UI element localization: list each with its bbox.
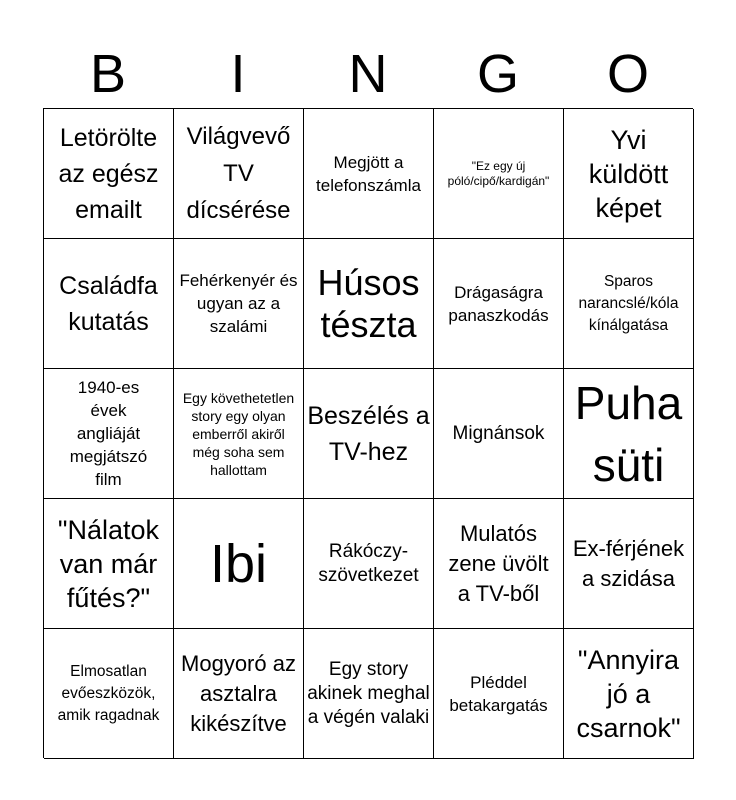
cell-text: Ibi — [209, 533, 268, 594]
cell-text: Egy követhetetlen story egy olyan emberről akiről még soha sem hallottam — [182, 389, 295, 478]
bingo-cell[interactable] — [564, 239, 694, 369]
bingo-cell[interactable] — [304, 369, 434, 499]
cell-text: Világvevő TV dícsérése — [186, 123, 291, 224]
cell-text: Egy story akinek meghal a végén valaki — [307, 658, 430, 728]
cell-text: Yvi küldött képet — [588, 124, 669, 223]
cell-text: 1940-es évek angliáját megjátszó film — [69, 378, 148, 489]
cell-text: Megjött a telefonszámla — [316, 152, 421, 195]
cell-text: Mignánsok — [452, 422, 545, 444]
bingo-cell[interactable] — [434, 499, 564, 629]
cell-text: Beszélés a TV-hez — [307, 401, 430, 466]
cell-text: Mulatós zene üvölt a TV-ből — [448, 520, 549, 606]
cell-text: Pléddel betakargatás — [449, 672, 548, 715]
bingo-cell[interactable] — [174, 499, 304, 629]
cell-text: Elmosatlan evőeszközök, amik ragadnak — [57, 662, 160, 724]
cell-text: "Ez egy új póló/cipő/kardigán" — [447, 158, 550, 188]
bingo-cell[interactable] — [174, 109, 304, 239]
header-letter-o: O — [606, 44, 649, 104]
bingo-cell[interactable] — [174, 369, 304, 499]
bingo-cell[interactable] — [434, 109, 564, 239]
cell-text: Rákóczy-szövetkezet — [318, 540, 419, 586]
header-letter-i: I — [230, 44, 246, 104]
cell-text: "Nálatok van már fűtés?" — [57, 514, 160, 613]
header-letter-b: B — [89, 44, 127, 104]
bingo-cell[interactable] — [44, 109, 174, 239]
cell-text: Puha süti — [574, 376, 683, 491]
bingo-cell[interactable] — [174, 629, 304, 759]
bingo-cell[interactable] — [174, 239, 304, 369]
cell-text: Letörölte az egész emailt — [58, 123, 159, 224]
bingo-cell[interactable] — [434, 629, 564, 759]
bingo-cell[interactable] — [564, 369, 694, 499]
cell-text: Családfa kutatás — [59, 271, 158, 336]
cell-text: Húsos tészta — [317, 261, 420, 345]
bingo-cell[interactable] — [564, 629, 694, 759]
cell-text: Sparos narancslé/kóla kínálgatása — [578, 272, 679, 334]
bingo-cell[interactable] — [434, 369, 564, 499]
cell-text: "Annyira jó a csarnok" — [576, 644, 681, 743]
header-letter-n: N — [348, 44, 388, 104]
bingo-cell[interactable] — [44, 369, 174, 499]
cell-text: Fehérkenyér és ugyan az a szalámi — [179, 271, 298, 336]
bingo-grid — [43, 108, 693, 758]
bingo-cell[interactable] — [304, 629, 434, 759]
bingo-cell[interactable] — [434, 239, 564, 369]
cell-text: Ex-férjének a szidása — [572, 535, 685, 591]
cell-text: Drágaságra panaszkodás — [448, 282, 549, 325]
bingo-cell[interactable] — [44, 499, 174, 629]
bingo-cell[interactable] — [564, 109, 694, 239]
bingo-header — [43, 40, 693, 108]
bingo-cell[interactable] — [564, 499, 694, 629]
cell-text: Mogyoró az asztalra kikészítve — [181, 650, 296, 736]
bingo-cell[interactable] — [304, 239, 434, 369]
bingo-cell[interactable] — [304, 109, 434, 239]
bingo-cell[interactable] — [304, 499, 434, 629]
bingo-cell[interactable] — [44, 629, 174, 759]
header-letter-g: G — [476, 44, 519, 104]
bingo-cell[interactable] — [44, 239, 174, 369]
